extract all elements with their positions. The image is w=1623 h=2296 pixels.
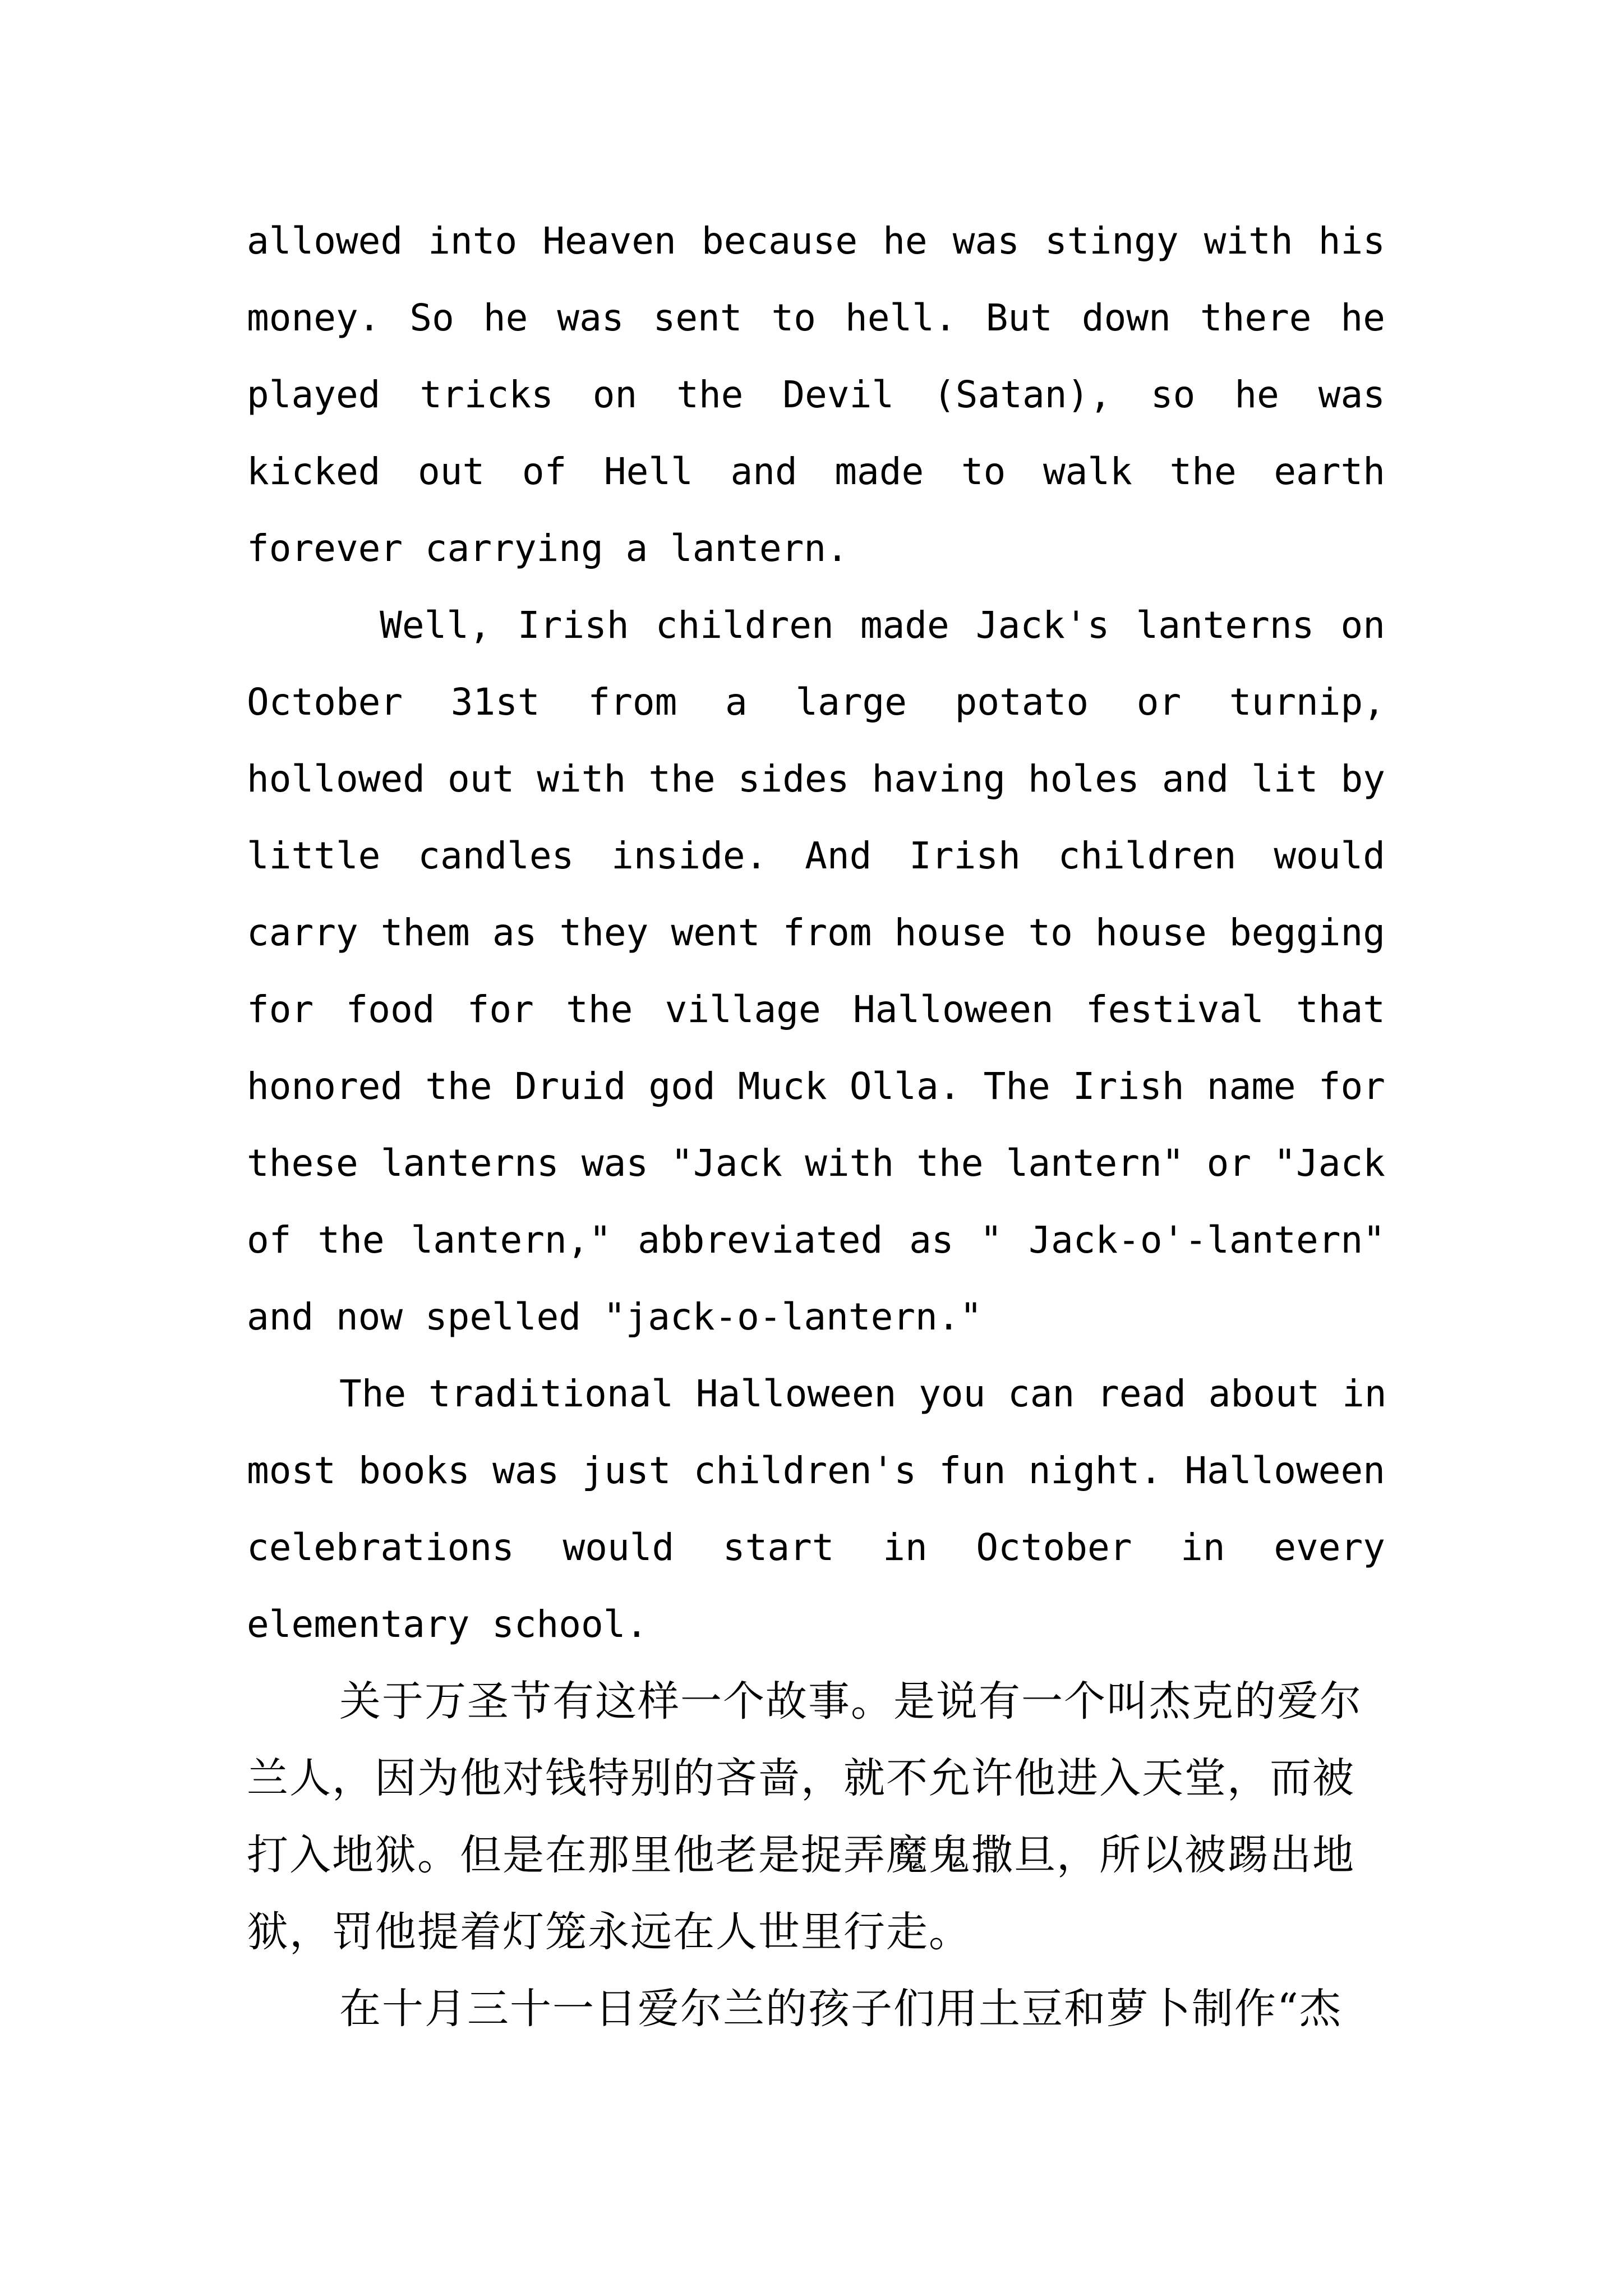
paragraph-line: allowed into Heaven because he was stingy with his [247,219,1385,263]
paragraph-line: forever carrying a lantern. [247,527,849,570]
paragraph-line: of the lantern," abbreviated as " Jack-o'-lantern" [247,1218,1385,1262]
paragraph-line: Well, Irish children made Jack's lanterns on [353,604,1385,647]
paragraph-line: celebrations would start in October in every [247,1526,1385,1569]
paragraph-line: honored the Druid god Muck Olla. The Irish name for [247,1065,1385,1108]
paragraph-line: and now spelled "jack-o-lantern." [247,1295,983,1338]
paragraph-line: October 31st from a large potato or turnip, [247,680,1385,724]
paragraph-line: most books was just children's fun night. Halloween [247,1449,1385,1492]
paragraph-line: carry them as they went from house to house begging [247,911,1385,954]
paragraph-line: these lanterns was "Jack with the lantern" or "Jack [247,1142,1385,1185]
paragraph-line: 狱，罚他提着灯笼永远在人世里行走。 [247,1908,971,1956]
paragraph-line: played tricks on the Devil (Satan), so he was [247,373,1385,416]
paragraph-line: little candles inside. And Irish children would [247,834,1385,877]
paragraph-line: 打入地狱。但是在那里他老是捉弄魔鬼撒旦，所以被踢出地 [247,1831,1355,1879]
paragraph-line: for food for the village Halloween festival that [247,988,1385,1031]
paragraph-line: 兰人，因为他对钱特别的吝啬，就不允许他进入天堂，而被 [247,1754,1355,1802]
paragraph-line: The traditional Halloween you can read about in [339,1372,1387,1415]
paragraph-line: kicked out of Hell and made to walk the earth [247,450,1385,493]
paragraph-line: elementary school. [247,1603,648,1646]
paragraph-line: money. So he was sent to hell. But down there he [247,296,1385,339]
paragraph-line: hollowed out with the sides having holes and lit by [247,757,1385,800]
paragraph-line: 关于万圣节有这样一个故事。是说有一个叫杰克的爱尔 [339,1677,1362,1726]
paragraph-line: 在十月三十一日爱尔兰的孩子们用土豆和萝卜制作“杰 [339,1985,1342,2033]
